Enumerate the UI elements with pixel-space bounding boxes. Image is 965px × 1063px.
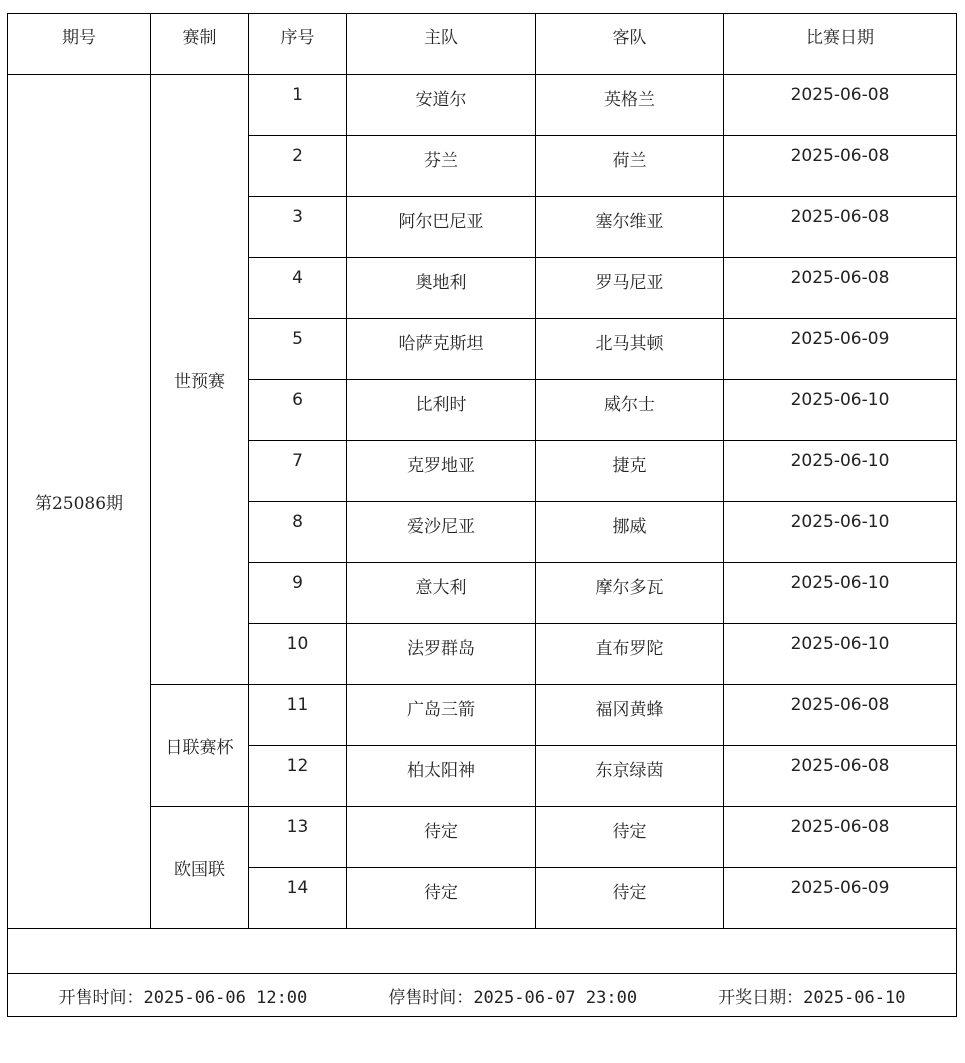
match-date-cell: 2025-06-09 (724, 868, 957, 929)
sale-start (59, 983, 308, 1008)
home-team-cell: 阿尔巴尼亚 (347, 197, 536, 258)
sale-stop-value: 2025-06-07 23:00 (473, 987, 638, 1008)
competition-cell: 世预赛 (151, 75, 249, 685)
match-schedule-table (7, 13, 957, 1017)
match-number-cell: 3 (249, 197, 347, 258)
header-competition: 赛制 (151, 14, 249, 75)
sale-stop-label: 停售时间： (388, 987, 474, 1008)
match-number-cell: 1 (249, 75, 347, 136)
away-team-cell: 威尔士 (536, 380, 724, 441)
match-date-cell: 2025-06-08 (724, 258, 957, 319)
home-team-cell: 广岛三箭 (347, 685, 536, 746)
footer-cell (8, 974, 957, 1017)
away-team-cell: 直布罗陀 (536, 624, 724, 685)
header-away-team: 客队 (536, 14, 724, 75)
home-team-cell: 克罗地亚 (347, 441, 536, 502)
match-number-cell: 6 (249, 380, 347, 441)
footer-row (8, 974, 957, 1017)
away-team-cell: 福冈黄蜂 (536, 685, 724, 746)
match-date-cell: 2025-06-09 (724, 319, 957, 380)
issue-cell: 第25086期 (8, 75, 151, 929)
competition-cell: 日联赛杯 (151, 685, 249, 807)
match-date-cell: 2025-06-10 (724, 502, 957, 563)
home-team-cell: 比利时 (347, 380, 536, 441)
header-issue: 期号 (8, 14, 151, 75)
blank-row (8, 929, 957, 974)
match-date-cell: 2025-06-08 (724, 136, 957, 197)
match-number-cell: 9 (249, 563, 347, 624)
match-date-cell: 2025-06-10 (724, 563, 957, 624)
away-team-cell: 待定 (536, 868, 724, 929)
home-team-cell: 哈萨克斯坦 (347, 319, 536, 380)
away-team-cell: 摩尔多瓦 (536, 563, 724, 624)
home-team-cell: 爱沙尼亚 (347, 502, 536, 563)
home-team-cell: 安道尔 (347, 75, 536, 136)
away-team-cell: 荷兰 (536, 136, 724, 197)
header-number: 序号 (249, 14, 347, 75)
away-team-cell: 东京绿茵 (536, 746, 724, 807)
draw-date-label: 开奖日期： (718, 987, 804, 1008)
away-team-cell: 待定 (536, 807, 724, 868)
match-date-cell: 2025-06-08 (724, 807, 957, 868)
home-team-cell: 意大利 (347, 563, 536, 624)
away-team-cell: 塞尔维亚 (536, 197, 724, 258)
match-number-cell: 12 (249, 746, 347, 807)
match-row (8, 685, 957, 746)
sale-start-label: 开售时间： (58, 987, 144, 1008)
match-number-cell: 8 (249, 502, 347, 563)
match-date-cell: 2025-06-08 (724, 746, 957, 807)
away-team-cell: 挪威 (536, 502, 724, 563)
away-team-cell: 英格兰 (536, 75, 724, 136)
match-number-cell: 13 (249, 807, 347, 868)
match-date-cell: 2025-06-08 (724, 75, 957, 136)
match-date-cell: 2025-06-08 (724, 685, 957, 746)
draw-date (718, 983, 905, 1008)
home-team-cell: 待定 (347, 868, 536, 929)
blank-cell (8, 929, 957, 974)
match-number-cell: 2 (249, 136, 347, 197)
match-number-cell: 11 (249, 685, 347, 746)
away-team-cell: 北马其顿 (536, 319, 724, 380)
match-number-cell: 14 (249, 868, 347, 929)
match-number-cell: 5 (249, 319, 347, 380)
match-row (8, 75, 957, 136)
draw-date-value: 2025-06-10 (803, 987, 906, 1008)
competition-cell: 欧国联 (151, 807, 249, 929)
header-match-date: 比赛日期 (724, 14, 957, 75)
sale-start-value: 2025-06-06 12:00 (143, 987, 308, 1008)
home-team-cell: 柏太阳神 (347, 746, 536, 807)
match-date-cell: 2025-06-10 (724, 441, 957, 502)
match-number-cell: 7 (249, 441, 347, 502)
header-row (8, 14, 957, 75)
away-team-cell: 罗马尼亚 (536, 258, 724, 319)
match-date-cell: 2025-06-08 (724, 197, 957, 258)
sale-stop (388, 983, 637, 1008)
match-date-cell: 2025-06-10 (724, 380, 957, 441)
away-team-cell: 捷克 (536, 441, 724, 502)
home-team-cell: 法罗群岛 (347, 624, 536, 685)
home-team-cell: 芬兰 (347, 136, 536, 197)
header-home-team: 主队 (347, 14, 536, 75)
match-date-cell: 2025-06-10 (724, 624, 957, 685)
match-number-cell: 4 (249, 258, 347, 319)
match-row (8, 807, 957, 868)
home-team-cell: 奥地利 (347, 258, 536, 319)
match-number-cell: 10 (249, 624, 347, 685)
home-team-cell: 待定 (347, 807, 536, 868)
